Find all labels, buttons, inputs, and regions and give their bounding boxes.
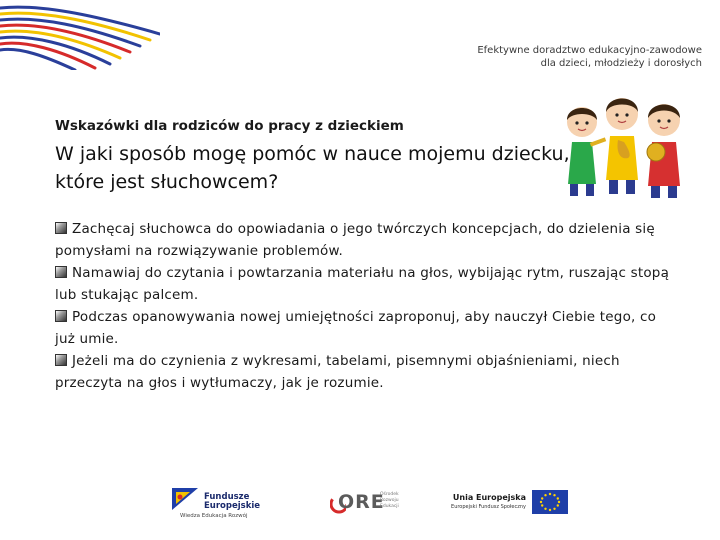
unia-europejska-logo	[448, 490, 568, 516]
corner-stripes-decoration	[0, 0, 160, 70]
ore-logo-text: ORE	[338, 491, 385, 513]
fundusze-europejskie-logo	[170, 486, 270, 520]
bullet-text: Namawiaj do czytania i powtarzania materiału na głos, wybijając rytm, ruszając stopą lub stukając palcem.	[55, 265, 670, 303]
fe-logo-subtext: Wiedza Edukacja Rozwój	[180, 513, 248, 519]
bullet-item	[55, 306, 675, 350]
fe-name-line-2: Europejskie	[204, 501, 261, 511]
eu-flag-icon	[532, 490, 568, 514]
bullet-item	[55, 218, 675, 262]
checkbox-bullet-icon	[55, 266, 67, 278]
fe-logo-name	[204, 493, 260, 511]
fe-logo-mark-icon	[170, 486, 200, 512]
bullet-text: Zachęcaj słuchowca do opowiadania o jego twórczych koncepcjach, do dzielenia się pomysłami na rozwiązywanie problemów.	[55, 221, 655, 259]
tagline-line-2: dla dzieci, młodzieży i dorosłych	[540, 58, 702, 69]
tagline-line-1: Efektywne doradztwo edukacyjno-zawodowe	[477, 45, 702, 56]
bullet-text: Jeżeli ma do czynienia z wykresami, tabelami, pisemnymi objaśnieniami, niech przeczyta na głos i wytłumaczy, jak je rozumie.	[55, 353, 620, 391]
ore-logo-subtext: Ośrodek Rozwoju Edukacji	[380, 492, 399, 509]
footer-logos	[0, 480, 720, 530]
header-tagline	[442, 44, 702, 70]
bullet-item	[55, 262, 675, 306]
children-musicians-illustration	[562, 92, 692, 200]
ue-logo-name: Unia Europejska	[452, 493, 526, 502]
bullet-list	[55, 218, 675, 394]
fe-name-line-1: Fundusze	[204, 492, 250, 502]
slide-subtitle: Wskazówki dla rodziców do pracy z dzieckiem	[55, 118, 404, 134]
ue-logo-subtext: Europejski Fundusz Społeczny	[451, 504, 526, 510]
ore-logo	[330, 490, 410, 518]
bullet-text: Podczas opanowywania nowej umiejętności zaproponuj, aby nauczył Ciebie tego, co już umie.	[55, 309, 657, 347]
checkbox-bullet-icon	[55, 354, 67, 366]
checkbox-bullet-icon	[55, 222, 67, 234]
checkbox-bullet-icon	[55, 310, 67, 322]
slide-title: W jaki sposób mogę pomóc w nauce mojemu dziecku, które jest słuchowcem?	[55, 143, 570, 193]
bullet-item	[55, 350, 675, 394]
